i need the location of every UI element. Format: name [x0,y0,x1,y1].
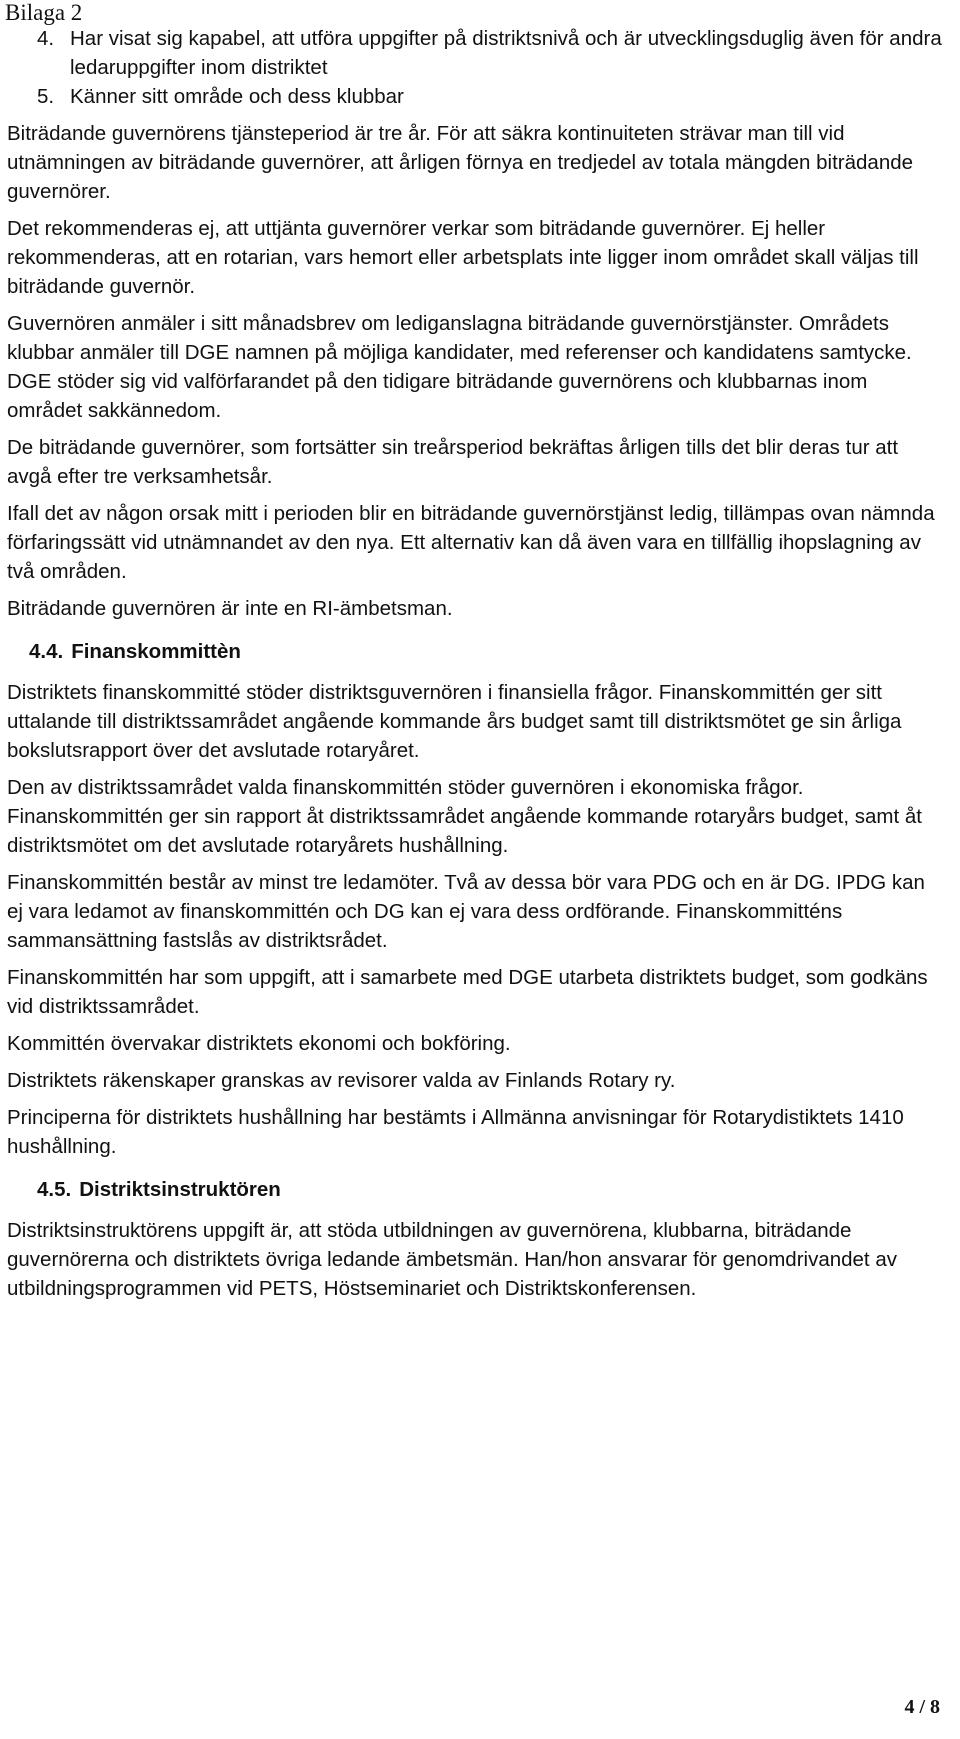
section-number: 4.4. [29,640,64,663]
section-title: Distriktsinstruktören [79,1178,281,1201]
paragraph: Distriktets finanskommitté stöder distriktsguvernören i finansiella frågor. Finanskommittén ger sitt uttalande till distriktssamrådet angående kommande års budget samt till distriktsmötet ge sin årliga bokslutsrapport över det avslutade rotaryåret. [7,681,902,762]
list-item-number: 4. [37,27,55,50]
list-item [7,24,942,82]
paragraph: Distriktets räkenskaper granskas av revisorer valda av Finlands Rotary ry. [7,1069,676,1092]
paragraph: De biträdande guvernörer, som fortsätter sin treårsperiod bekräftas årligen tills det blir deras tur att avgå efter tre verksamhetsår. [7,436,899,488]
section-title: Finanskommittèn [71,640,241,663]
paragraph: Distriktsinstruktörens uppgift är, att stöda utbildningen av guvernörena, klubbarna, biträdande guvernörerna och distriktets övriga ledande ämbetsmän. Han/hon ansvarar för genomdrivandet av utbildningsprogrammen vid PETS, Höstseminariet och Distriktskonferensen. [7,1219,897,1300]
paragraph: Den av distriktssamrådet valda finanskommittén stöder guvernören i ekonomiska frågor. Finanskommittén ger sin rapport åt distriktssamrådet angående kommande rotaryårs budget, samt åt distriktsmötet om det avslutade rotaryårets hushållning. [7,776,922,857]
paragraph: Principerna för distriktets hushållning har bestämts i Allmänna anvisningar för Rotarydistiktets 1410 hushållning. [7,1106,904,1158]
criteria-list [7,24,942,111]
list-item-text: Har visat sig kapabel, att utföra uppgifter på distriktsnivå och är utvecklingsduglig även för andra ledaruppgifter inom distriktet [70,27,942,79]
section-heading-distriktsinstruktoren [7,1175,942,1204]
paragraph: Biträdande guvernörens tjänsteperiod är tre år. För att säkra kontinuiteten strävar man till vid utnämningen av biträdande guvernörer, att årligen förnya en tredjedel av totala mängden biträdande guvernörer. [7,122,914,203]
page-header-label: Bilaga 2 [5,0,83,25]
document-body [7,24,942,1311]
page-number: 4 / 8 [904,1696,940,1718]
paragraph: Ifall det av någon orsak mitt i perioden blir en biträdande guvernörstjänst ledig, tillämpas ovan nämnda förfaringssätt vid utnämnandet av den nya. Ett alternativ kan då även vara en tillfällig ihopslagning av två områden. [7,502,935,583]
section-number: 4.5. [37,1178,72,1201]
paragraph: Kommittén övervakar distriktets ekonomi och bokföring. [7,1032,511,1055]
list-item [7,82,942,111]
paragraph: Biträdande guvernören är inte en RI-ämbetsman. [7,597,453,620]
paragraph: Guvernören anmäler i sitt månadsbrev om lediganslagna biträdande guvernörstjänster. Områdets klubbar anmäler till DGE namnen på möjliga kandidater, med referenser och kandidatens samtycke. DGE stöder sig vid valförfarandet på den tidigare biträdande guvernörens och klubbarnas inom området sakkännedom. [7,312,912,422]
list-item-number: 5. [37,85,55,108]
section-heading-finanskommitten [7,637,942,666]
paragraph: Det rekommenderas ej, att uttjänta guvernörer verkar som biträdande guvernörer. Ej heller rekommenderas, att en rotarian, vars hemort eller arbetsplats inte ligger inom området skall väljas till biträdande guvernör. [7,217,919,298]
paragraph: Finanskommittén består av minst tre ledamöter. Två av dessa bör vara PDG och en är DG. IPDG kan ej vara ledamot av finanskommittén och DG kan ej vara dess ordförande. Finanskommitténs sammansättning fastslås av distriktsrådet. [7,871,925,952]
list-item-text: Känner sitt område och dess klubbar [70,85,404,108]
paragraph: Finanskommittén har som uppgift, att i samarbete med DGE utarbeta distriktets budget, som godkäns vid distriktssamrådet. [7,966,928,1018]
